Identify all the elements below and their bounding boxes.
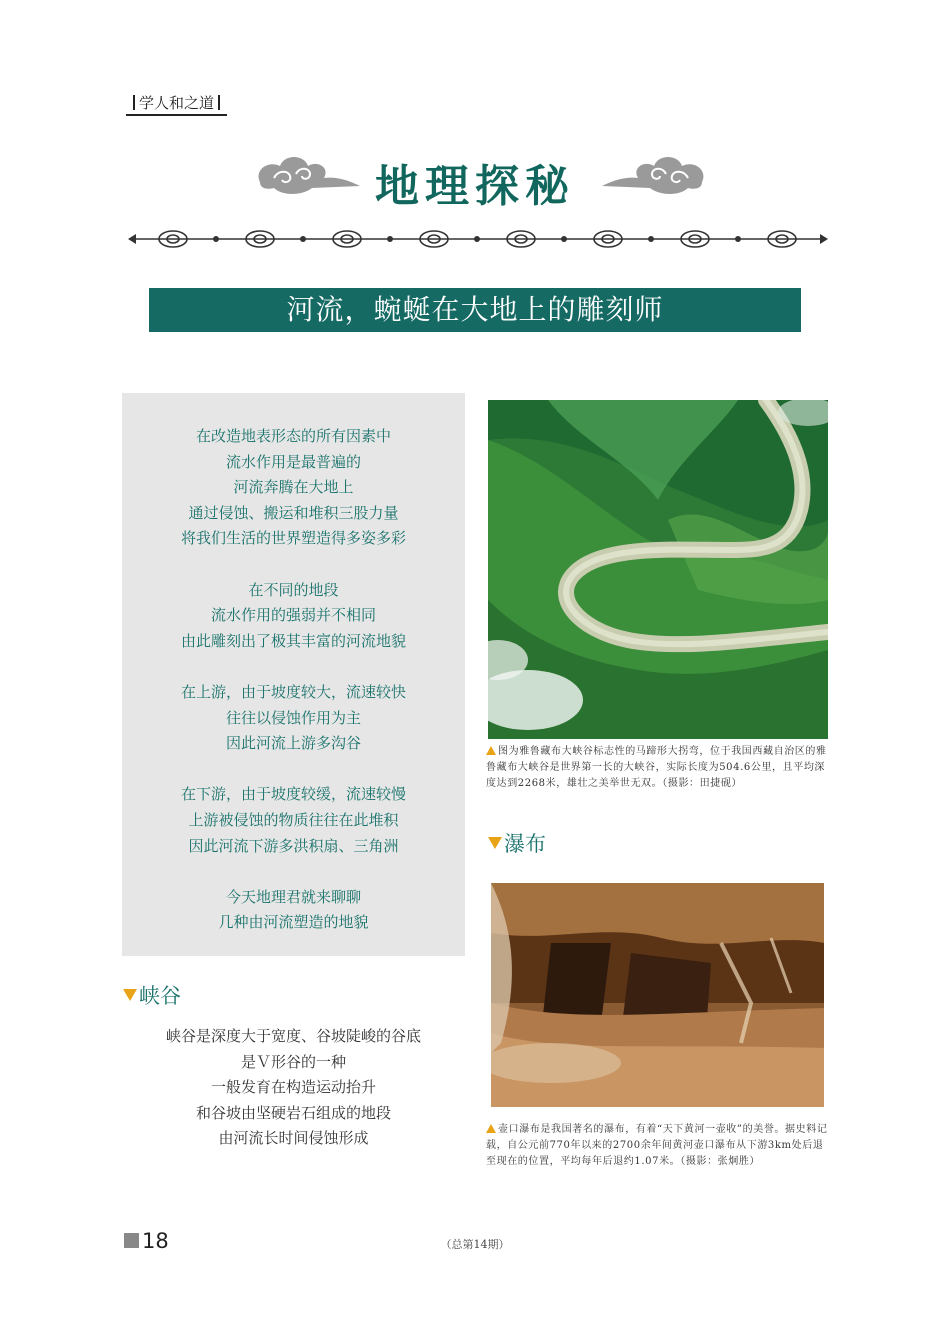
canyon-line: 由河流长时间侵蚀形成 — [218, 1129, 369, 1148]
hukou-waterfall-photo — [491, 883, 824, 1107]
waterfall-heading-text: 瀑布 — [504, 832, 546, 856]
intro-gap — [122, 654, 465, 680]
main-title: 地理探秘 — [375, 161, 575, 212]
intro-text — [122, 424, 465, 936]
canyon-caption-text: 图为雅鲁藏布大峡谷标志性的马蹄形大拐弯，位于我国西藏自治区的雅鲁藏布大峡谷是世界第一长的大峡谷，实际长度为504.6公里，且平均深度达到2268米，雄壮之美举世无双。（摄影：田捷砚） — [486, 746, 827, 789]
canyon-river-photo — [488, 400, 828, 739]
triangle-down-icon — [123, 989, 137, 1001]
triangle-up-icon — [486, 1124, 496, 1133]
intro-line: 往往以侵蚀作用为主 — [225, 708, 361, 727]
intro-line: 通过侵蚀、搬运和堆积三股力量 — [188, 503, 399, 522]
intro-gap — [122, 859, 465, 885]
issue-note: （总第14期） — [440, 1238, 510, 1251]
intro-line: 今天地理君就来聊聊 — [225, 887, 361, 906]
waterfall-photo-caption — [486, 1122, 830, 1170]
intro-line: 在不同的地段 — [248, 580, 339, 599]
canyon-text — [122, 1024, 465, 1152]
canyon-line: 是Ｖ形谷的一种 — [240, 1052, 346, 1071]
canyon-line: 峡谷是深度大于宽度、谷坡陡峻的谷底 — [165, 1027, 421, 1045]
intro-line: 上游被侵蚀的物质往往在此堆积 — [188, 810, 399, 829]
column-label — [126, 93, 227, 116]
intro-line: 将我们生活的世界塑造得多姿多彩 — [180, 529, 406, 548]
intro-gap — [122, 757, 465, 783]
intro-gap — [122, 552, 465, 578]
column-label-text: 学人和之道 — [139, 94, 215, 112]
triangle-down-icon — [488, 837, 502, 849]
canyon-line: 一般发育在构造运动抬升 — [210, 1078, 376, 1097]
intro-line: 在改造地表形态的所有因素中 — [195, 427, 391, 445]
intro-line: 因此河流上游多沟谷 — [225, 734, 361, 753]
waterfall-heading — [488, 831, 546, 857]
intro-line: 因此河流下游多洪积扇、三角洲 — [188, 836, 399, 855]
intro-line: 由此雕刻出了极其丰富的河流地貌 — [180, 631, 406, 650]
intro-line: 流水作用是最普遍的 — [225, 452, 361, 471]
triangle-up-icon — [486, 746, 496, 755]
intro-line: 流水作用的强弱并不相同 — [210, 606, 376, 625]
intro-line: 河流奔腾在大地上 — [233, 478, 354, 497]
canyon-line: 和谷坡由坚硬岩石组成的地段 — [195, 1103, 391, 1122]
ornament-divider-icon — [128, 226, 828, 252]
intro-line: 几种由河流塑造的地貌 — [218, 913, 369, 932]
intro-line: 在下游，由于坡度较缓，流速较慢 — [180, 785, 406, 804]
canyon-heading — [123, 983, 181, 1009]
falls-caption-text: 壶口瀑布是我国著名的瀑布，有着“天下黄河一壶收”的美誉。据史料记载，自公元前770年以来的2700余年间黄河壶口瀑布从下游3km处后退至现在的位置，平均每年后退约1.07米。（摄影：张炯胜） — [486, 1124, 828, 1167]
canyon-heading-text: 峡谷 — [139, 984, 181, 1008]
intro-line: 在上游，由于坡度较大，流速较快 — [180, 682, 406, 701]
page-number-text: 18 — [142, 1229, 169, 1253]
canyon-photo-caption — [486, 744, 830, 792]
subtitle-banner: 河流，蜿蜒在大地上的雕刻师 — [149, 288, 801, 332]
